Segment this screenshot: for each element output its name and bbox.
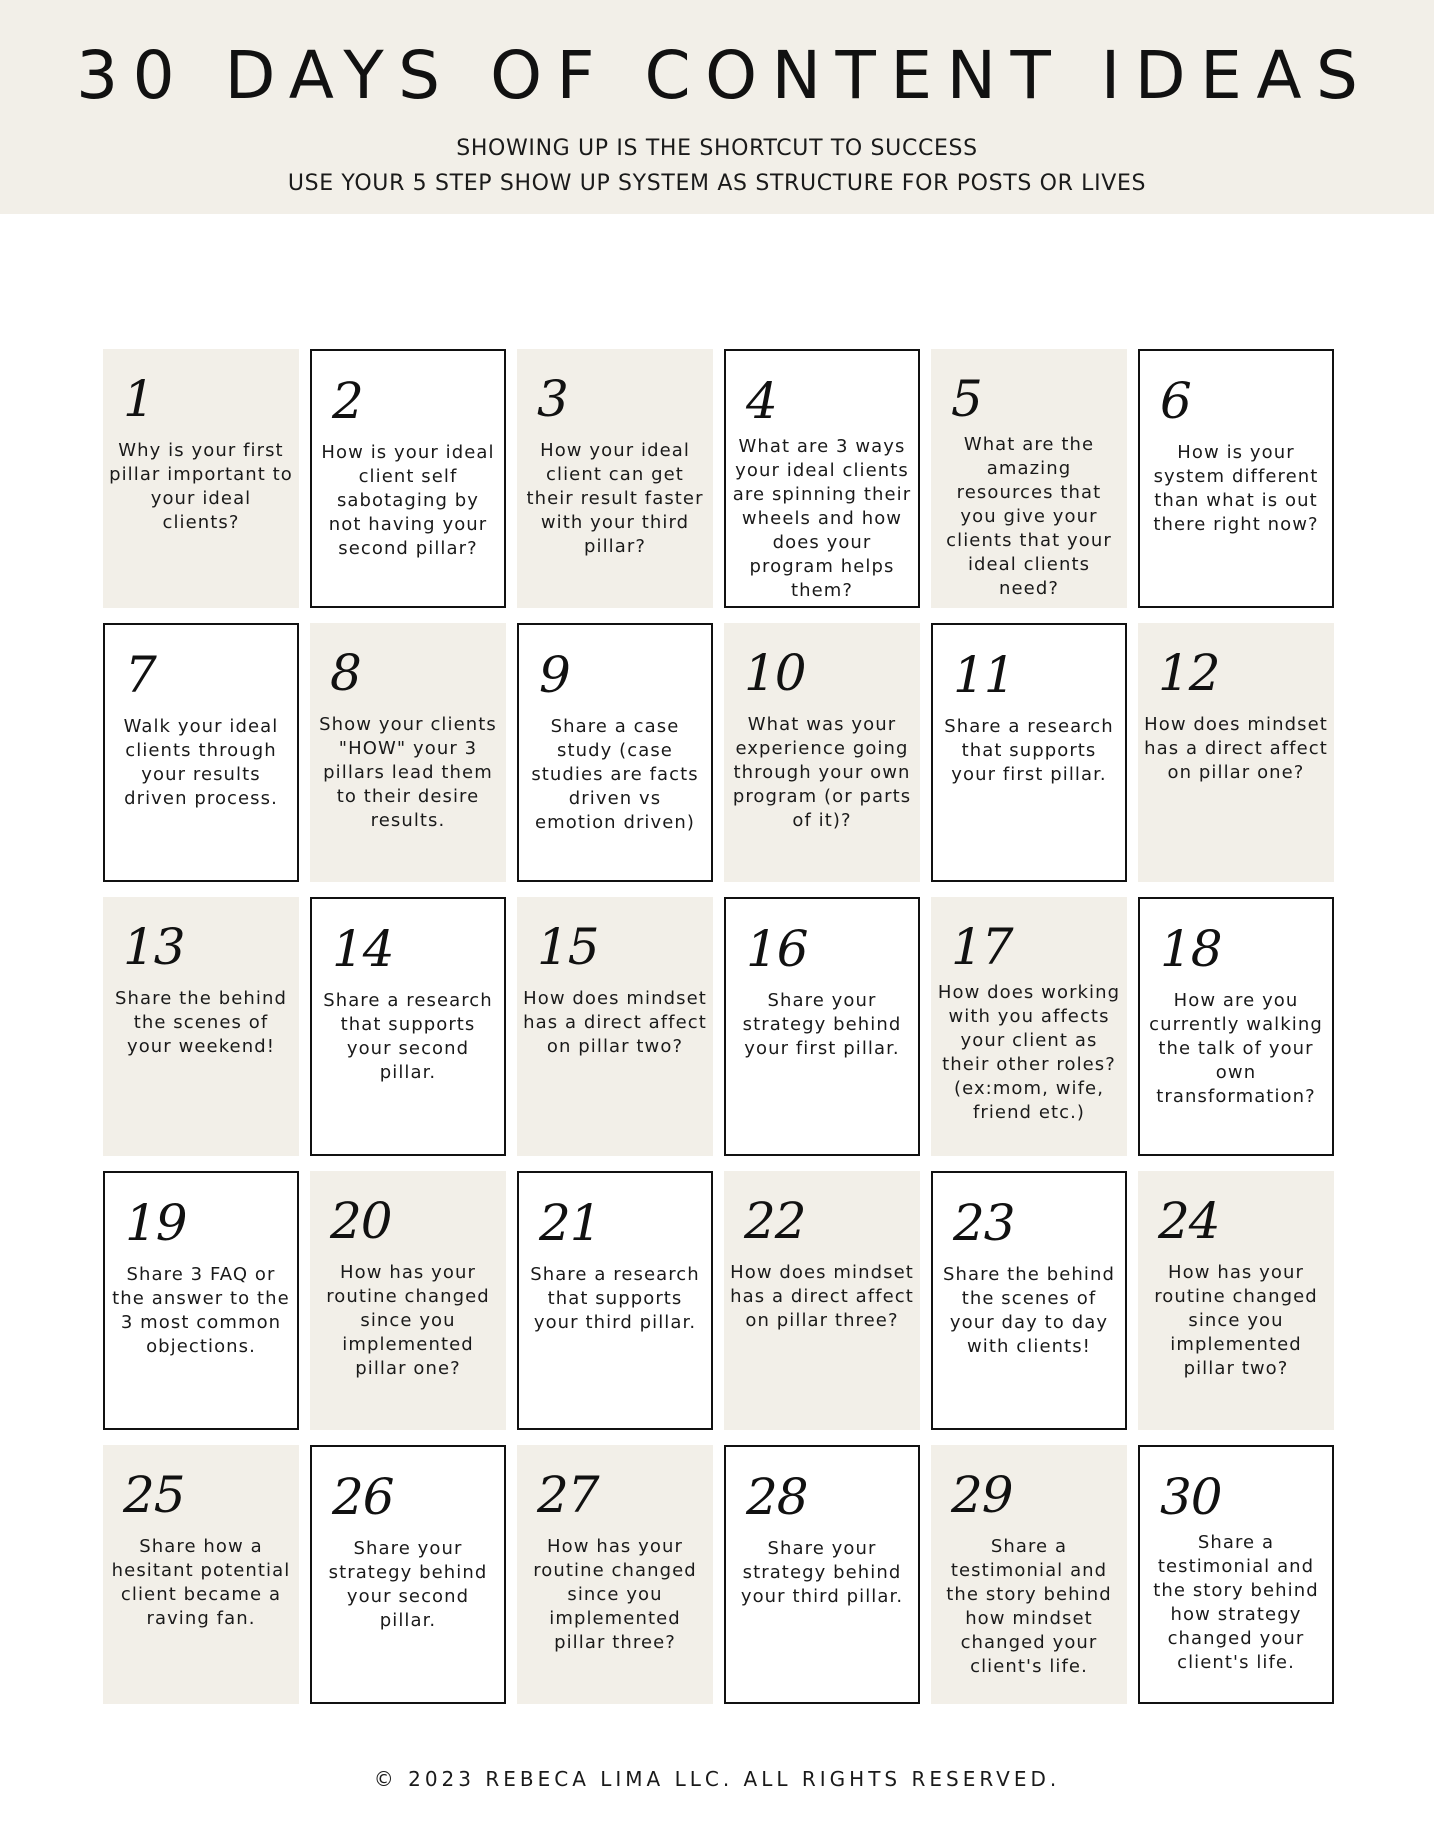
day-card-20: [310, 1171, 506, 1430]
page-title: 30 DAYS OF CONTENT IDEAS: [76, 37, 1373, 114]
day-card-22: [724, 1171, 920, 1430]
page-subtitle-line-2: USE YOUR 5 STEP SHOW UP SYSTEM AS STRUCTURE FOR POSTS OR LIVES: [287, 171, 1147, 196]
content-idea-text: How are you currently walking the talk of your own transformation?: [1149, 990, 1323, 1107]
day-card-3: [517, 349, 713, 608]
content-idea-text: What are the amazing resources that you give your clients that your ideal clients need?: [946, 434, 1112, 599]
content-idea-text: How is your ideal client self sabotaging by not having your second pillar?: [321, 442, 495, 559]
day-card-6: [1138, 349, 1334, 608]
content-idea-text: Share the behind the scenes of your weekend!: [115, 988, 287, 1057]
content-idea-text: How does mindset has a direct affect on pillar one?: [1144, 714, 1328, 783]
content-idea-text: Share a case study (case studies are facts driven vs emotion driven): [531, 716, 699, 833]
content-idea-text: How has your routine changed since you implemented pillar three?: [533, 1536, 697, 1653]
day-card-4: [724, 349, 920, 608]
day-card-26: [310, 1445, 506, 1704]
day-card-16: [724, 897, 920, 1156]
day-number: 22: [744, 1192, 806, 1250]
day-card-12: [1138, 623, 1334, 882]
content-idea-text: Share a testimonial and the story behind how strategy changed your client's life.: [1153, 1532, 1319, 1673]
day-card-15: [517, 897, 713, 1156]
day-card-17: [931, 897, 1127, 1156]
day-card-27: [517, 1445, 713, 1704]
content-idea-text: What was your experience going through your own program (or parts of it)?: [732, 714, 912, 831]
content-idea-text: Why is your first pillar important to your ideal clients?: [109, 440, 293, 533]
content-ideas-grid: [103, 349, 1334, 1704]
page-subtitle-line-1: SHOWING UP IS THE SHORTCUT TO SUCCESS: [456, 136, 978, 161]
day-number: 8: [330, 644, 361, 702]
day-number: 15: [537, 918, 599, 976]
day-number: 13: [123, 918, 185, 976]
day-number: 23: [953, 1194, 1015, 1252]
content-idea-text: How does working with you affects your client as their other roles? (ex:mom, wife, friend etc.): [937, 982, 1121, 1123]
day-card-2: [310, 349, 506, 608]
content-idea-text: Share 3 FAQ or the answer to the 3 most common objections.: [112, 1264, 290, 1357]
content-idea-text: How has your routine changed since you implemented pillar one?: [326, 1262, 490, 1379]
day-number: 27: [537, 1466, 599, 1524]
content-idea-text: How your ideal client can get their result faster with your third pillar?: [526, 440, 704, 557]
day-number: 2: [332, 372, 363, 430]
day-number: 29: [951, 1466, 1013, 1524]
day-number: 7: [125, 646, 156, 704]
content-idea-text: What are 3 ways your ideal clients are spinning their wheels and how does your program helps them?: [732, 436, 912, 601]
content-idea-text: Share your strategy behind your third pillar.: [740, 1538, 904, 1607]
day-number: 3: [537, 370, 568, 428]
day-card-10: [724, 623, 920, 882]
day-card-30: [1138, 1445, 1334, 1704]
content-idea-text: How does mindset has a direct affect on pillar two?: [523, 988, 707, 1057]
header-banner: [0, 0, 1434, 214]
day-number: 19: [125, 1194, 187, 1252]
content-idea-text: Share a research that supports your first pillar.: [944, 716, 1114, 785]
day-number: 12: [1158, 644, 1220, 702]
content-idea-text: Share a testimonial and the story behind how mindset changed your client's life.: [946, 1536, 1112, 1677]
content-idea-text: Show your clients "HOW" your 3 pillars lead them to their desire results.: [319, 714, 497, 831]
day-card-21: [517, 1171, 713, 1430]
day-number: 25: [123, 1466, 185, 1524]
day-card-1: [103, 349, 299, 608]
day-number: 6: [1160, 372, 1191, 430]
day-card-18: [1138, 897, 1334, 1156]
day-number: 26: [332, 1468, 394, 1526]
content-idea-text: How has your routine changed since you implemented pillar two?: [1154, 1262, 1318, 1379]
day-number: 18: [1160, 920, 1222, 978]
content-idea-text: Share your strategy behind your first pillar.: [742, 990, 902, 1059]
day-number: 14: [332, 920, 394, 978]
day-card-11: [931, 623, 1127, 882]
content-idea-text: Share a research that supports your third pillar.: [530, 1264, 700, 1333]
day-number: 4: [746, 372, 777, 430]
day-number: 20: [330, 1192, 392, 1250]
day-card-9: [517, 623, 713, 882]
day-card-24: [1138, 1171, 1334, 1430]
day-number: 10: [744, 644, 806, 702]
day-number: 21: [539, 1194, 601, 1252]
copyright-footer: © 2023 REBECA LIMA LLC. ALL RIGHTS RESERVED.: [373, 1767, 1061, 1791]
day-card-28: [724, 1445, 920, 1704]
content-idea-text: How is your system different than what is out there right now?: [1153, 442, 1319, 535]
day-card-14: [310, 897, 506, 1156]
day-number: 5: [951, 370, 982, 428]
content-idea-text: Share your strategy behind your second pillar.: [328, 1538, 488, 1631]
day-card-13: [103, 897, 299, 1156]
day-card-29: [931, 1445, 1127, 1704]
day-number: 28: [746, 1468, 808, 1526]
day-card-19: [103, 1171, 299, 1430]
day-card-23: [931, 1171, 1127, 1430]
day-card-25: [103, 1445, 299, 1704]
day-number: 11: [953, 646, 1015, 704]
day-card-5: [931, 349, 1127, 608]
content-idea-text: Share how a hesitant potential client became a raving fan.: [111, 1536, 291, 1629]
day-number: 30: [1160, 1468, 1222, 1526]
day-card-7: [103, 623, 299, 882]
day-number: 9: [539, 646, 570, 704]
content-idea-text: How does mindset has a direct affect on pillar three?: [730, 1262, 914, 1331]
day-number: 1: [123, 370, 154, 428]
content-idea-text: Walk your ideal clients through your results driven process.: [123, 716, 279, 809]
content-idea-text: Share the behind the scenes of your day to day with clients!: [943, 1264, 1115, 1357]
content-idea-text: Share a research that supports your second pillar.: [323, 990, 493, 1083]
day-card-8: [310, 623, 506, 882]
day-number: 17: [951, 918, 1013, 976]
day-number: 16: [746, 920, 808, 978]
day-number: 24: [1158, 1192, 1220, 1250]
